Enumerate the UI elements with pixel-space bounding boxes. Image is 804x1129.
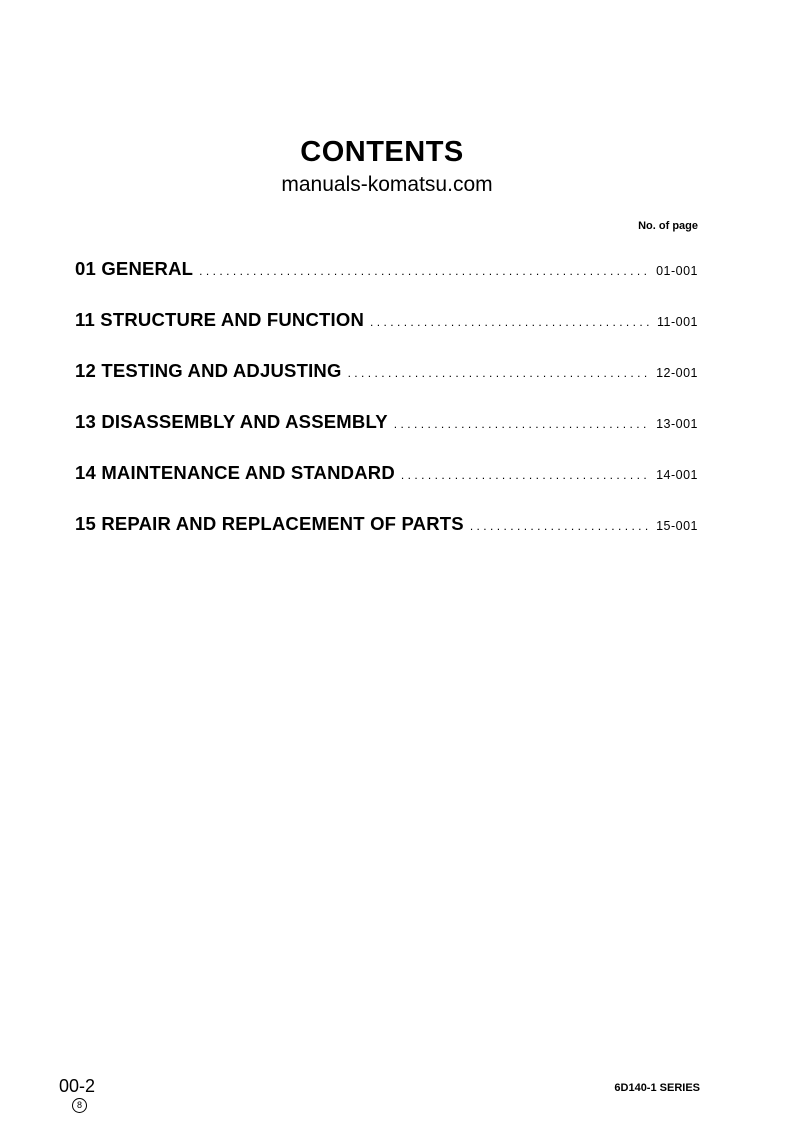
toc-entry-structure-and-function[interactable] xyxy=(75,309,698,360)
footer-page-number: 00-2 xyxy=(59,1076,96,1096)
dot-leader xyxy=(370,315,651,329)
toc-entry-repair-and-replacement[interactable] xyxy=(75,513,698,564)
toc-entry-label: 15 REPAIR AND REPLACEMENT OF PARTS xyxy=(75,513,464,534)
toc-entry-label: 11 STRUCTURE AND FUNCTION xyxy=(75,309,365,330)
toc-entry-page: 11-001 xyxy=(657,315,698,329)
page-column-header: No. of page xyxy=(638,220,698,232)
table-of-contents xyxy=(75,258,698,564)
toc-entry-label: 12 TESTING AND ADJUSTING xyxy=(75,360,342,381)
toc-entry-general[interactable] xyxy=(75,258,698,309)
toc-entry-page: 14-001 xyxy=(656,468,698,482)
footer-series: 6D140-1 SERIES xyxy=(614,1082,700,1094)
toc-entry-page: 15-001 xyxy=(656,519,698,533)
toc-entry-label: 13 DISASSEMBLY AND ASSEMBLY xyxy=(75,411,388,432)
dot-leader xyxy=(199,264,650,278)
toc-entry-page: 13-001 xyxy=(656,417,698,431)
watermark-url[interactable]: manuals-komatsu.com xyxy=(281,173,493,196)
toc-entry-page: 01-001 xyxy=(656,264,698,278)
revision-mark-icon: 8 xyxy=(72,1098,87,1113)
page-title: CONTENTS xyxy=(300,136,464,168)
dot-leader xyxy=(394,417,650,431)
dot-leader xyxy=(470,519,650,533)
toc-entry-label: 14 MAINTENANCE AND STANDARD xyxy=(75,462,395,483)
toc-entry-page: 12-001 xyxy=(656,366,698,380)
toc-entry-testing-and-adjusting[interactable] xyxy=(75,360,698,411)
dot-leader xyxy=(348,366,650,380)
toc-entry-disassembly-and-assembly[interactable] xyxy=(75,411,698,462)
toc-entry-maintenance-and-standard[interactable] xyxy=(75,462,698,513)
toc-entry-label: 01 GENERAL xyxy=(75,258,194,279)
dot-leader xyxy=(401,468,650,482)
